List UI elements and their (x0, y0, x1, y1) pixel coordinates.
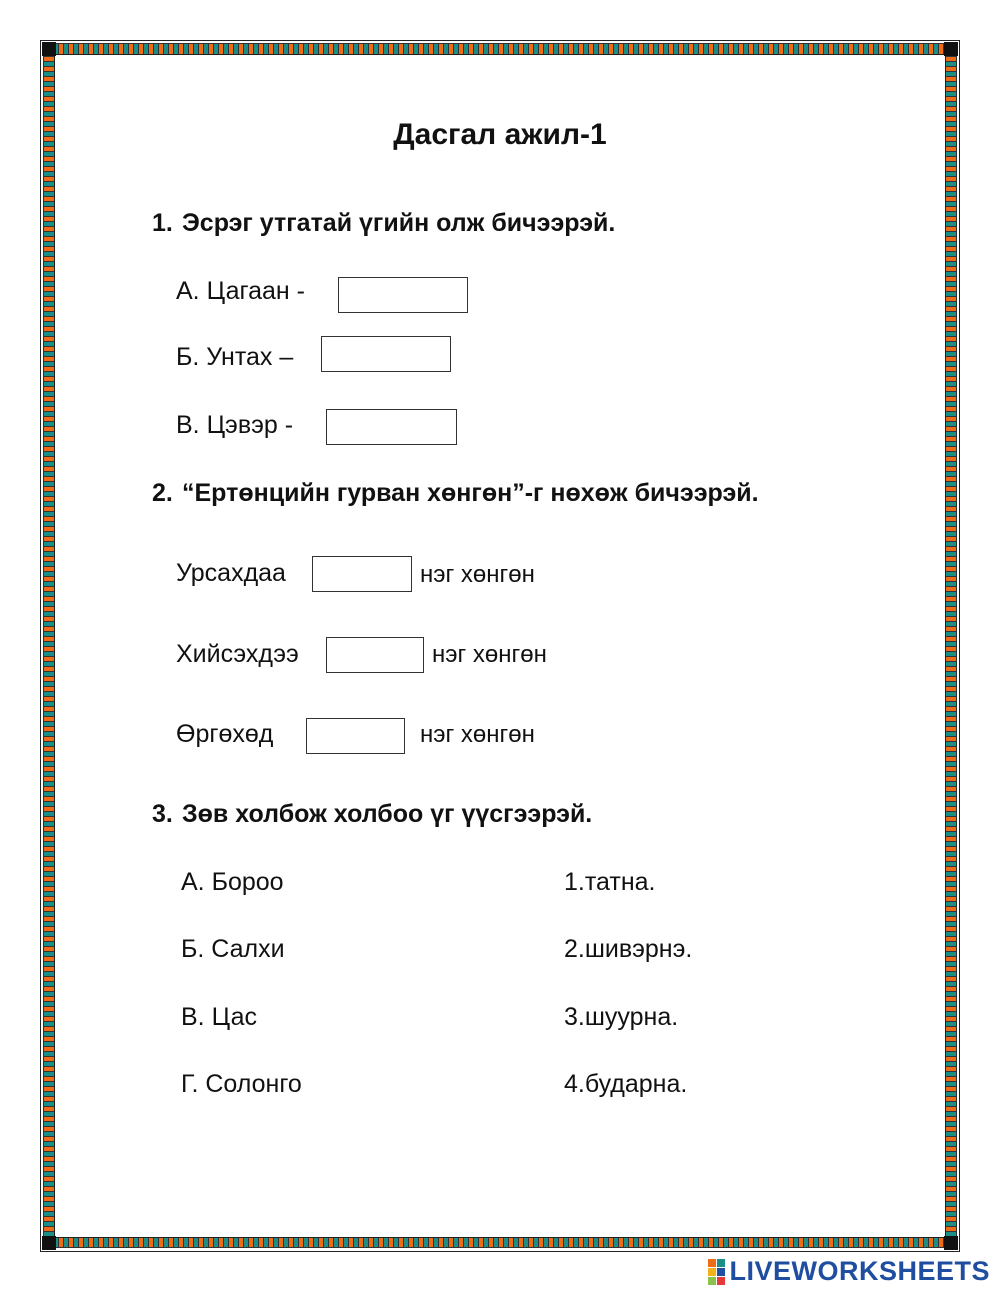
q1-item-label: В. Цэвэр - (176, 411, 294, 439)
q1-item-label: Б. Унтах – (176, 343, 294, 371)
answer-input-box[interactable] (306, 718, 405, 754)
match-left-item[interactable]: А. Бороо (181, 868, 284, 896)
question-number: 2. (152, 479, 173, 507)
match-left-item[interactable]: В. Цас (181, 1003, 258, 1031)
match-right-item[interactable]: 2.шивэрнэ. (564, 935, 693, 963)
match-right-item[interactable]: 3.шуурна. (564, 1003, 679, 1031)
answer-input-box[interactable] (326, 637, 424, 673)
border-corner (42, 42, 56, 56)
q2-item-after: нэг хөнгөн (420, 721, 535, 748)
question-text: Зөв холбож холбоо үг үүсгээрэй. (182, 800, 593, 828)
question-2-heading (152, 479, 759, 508)
question-1-heading (152, 209, 615, 238)
border-corner (944, 42, 958, 56)
answer-input-box[interactable] (312, 556, 412, 592)
q2-item-before: Урсахдаа (176, 559, 286, 587)
match-left-item[interactable]: Г. Солонго (181, 1070, 302, 1098)
question-text: Эсрэг утгатай үгийн олж бичээрэй. (182, 209, 616, 237)
question-number: 1. (152, 209, 173, 237)
question-number: 3. (152, 800, 173, 828)
q2-item-after: нэг хөнгөн (420, 561, 535, 588)
liveworksheets-icon (708, 1259, 725, 1285)
question-text: “Ертөнцийн гурван хөнгөн”-г нөхөж бичээрэй. (182, 479, 759, 507)
match-right-item[interactable]: 4.бударна. (564, 1070, 688, 1098)
border-stripe-right (945, 44, 957, 1246)
answer-input-box[interactable] (321, 336, 451, 372)
liveworksheets-logo (708, 1256, 990, 1287)
q1-item-label: А. Цагаан - (176, 277, 305, 305)
match-left-item[interactable]: Б. Салхи (181, 935, 285, 963)
brand-text: LIVEWORKSHEETS (729, 1256, 990, 1286)
match-right-item[interactable]: 1.татна. (564, 868, 656, 896)
question-3-heading (152, 800, 592, 829)
q2-item-before: Өргөхөд (176, 720, 274, 748)
border-corner (42, 1236, 56, 1250)
q2-item-before: Хийсэхдээ (176, 640, 299, 668)
answer-input-box[interactable] (338, 277, 468, 313)
q2-item-after: нэг хөнгөн (432, 641, 547, 668)
answer-input-box[interactable] (326, 409, 457, 445)
border-corner (944, 1236, 958, 1250)
page-title: Дасгал ажил-1 (393, 118, 607, 151)
